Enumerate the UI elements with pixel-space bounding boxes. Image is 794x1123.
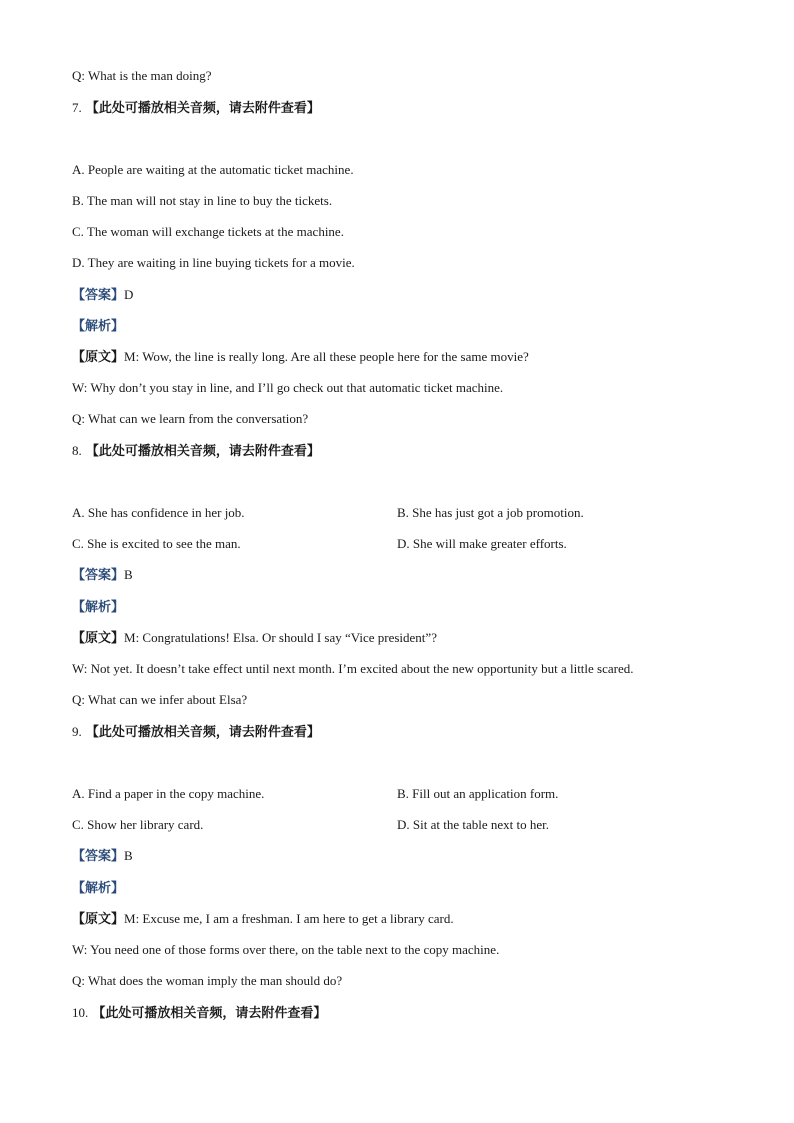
q8-audio-note[interactable]: 【此处可播放相关音频，请去附件查看】 [85,444,320,459]
q7-option-d: D. They are waiting in line buying tickets for a movie. [72,255,355,270]
q9-number: 9. [72,724,82,739]
q7-analysis-tag: 【解析】 [72,319,125,334]
q9-header [72,723,320,742]
q8-header [72,442,320,461]
q8-original-tag: 【原文】 [72,631,125,646]
q8-answer-tag: 【答案】 [72,568,125,583]
q8-option-c: C. She is excited to see the man. [72,536,241,551]
q9-transcript-m [72,910,454,929]
q9-transcript-line-1: M: Excuse me, I am a freshman. I am here to get a library card. [124,911,454,926]
q8-answer [72,566,133,585]
q8-number: 8. [72,443,82,458]
q8-transcript-line-2: W: Not yet. It doesn’t take effect until next month. I’m excited about the new opportunity but a little scared. [72,661,634,676]
q7-option-b: B. The man will not stay in line to buy the tickets. [72,193,333,208]
q9-option-c: C. Show her library card. [72,817,204,832]
q7-answer-tag: 【答案】 [72,288,125,303]
q8-transcript-line-3: Q: What can we infer about Elsa? [72,692,248,707]
q7-original-tag: 【原文】 [72,350,125,365]
q8-transcript-m [72,629,437,648]
q7-analysis [72,317,124,336]
q8-answer-value: B [124,567,133,582]
q8-analysis-tag: 【解析】 [72,600,125,615]
q7-transcript-line-2: W: Why don’t you stay in line, and I’ll go check out that automatic ticket machine. [72,380,504,395]
q9-transcript-line-3: Q: What does the woman imply the man should do? [72,973,343,988]
q8-transcript-line-1: M: Congratulations! Elsa. Or should I say “Vice president”? [124,630,437,645]
q7-transcript-line-1: M: Wow, the line is really long. Are all these people here for the same movie? [124,349,529,364]
q9-analysis-tag: 【解析】 [72,881,125,896]
q6-question: Q: What is the man doing? [72,68,212,83]
q8-option-a: A. She has confidence in her job. [72,505,245,520]
q10-header [72,1004,326,1023]
q7-header [72,99,320,118]
q9-option-b: B. Fill out an application form. [397,786,559,801]
q9-transcript-line-2: W: You need one of those forms over there, on the table next to the copy machine. [72,942,500,957]
q8-option-b: B. She has just got a job promotion. [397,505,584,520]
q9-option-d: D. Sit at the table next to her. [397,817,549,832]
q9-original-tag: 【原文】 [72,912,125,927]
q7-option-c: C. The woman will exchange tickets at the machine. [72,224,344,239]
q10-number: 10. [72,1005,89,1020]
q9-analysis [72,879,124,898]
q9-option-a: A. Find a paper in the copy machine. [72,786,265,801]
q10-audio-note[interactable]: 【此处可播放相关音频，请去附件查看】 [92,1006,327,1021]
q7-number: 7. [72,100,82,115]
q8-option-d: D. She will make greater efforts. [397,536,567,551]
q7-transcript-line-3: Q: What can we learn from the conversation? [72,411,309,426]
q7-answer-value: D [124,287,134,302]
q7-answer [72,286,133,305]
q7-audio-note[interactable]: 【此处可播放相关音频，请去附件查看】 [85,101,320,116]
q9-answer-tag: 【答案】 [72,849,125,864]
q7-transcript-m [72,348,529,367]
q8-analysis [72,598,124,617]
q9-answer [72,847,133,866]
q9-answer-value: B [124,848,133,863]
q9-audio-note[interactable]: 【此处可播放相关音频，请去附件查看】 [85,725,320,740]
q7-option-a: A. People are waiting at the automatic ticket machine. [72,162,354,177]
